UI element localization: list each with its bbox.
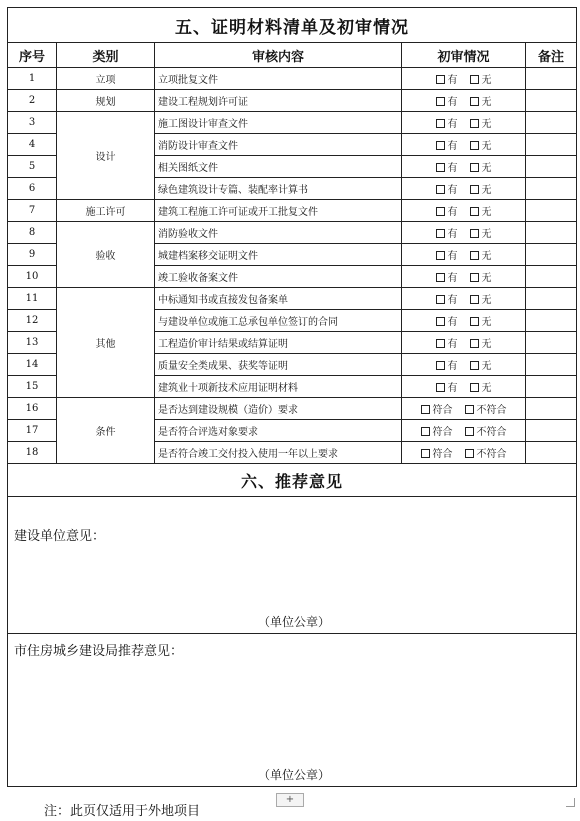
option-label: 无 xyxy=(481,75,492,86)
option-label: 无 xyxy=(481,295,492,306)
row-no: 3 xyxy=(8,112,57,134)
option-label: 无 xyxy=(481,383,492,394)
option-label: 无 xyxy=(481,317,492,328)
row-item: 是否符合竣工交付投入使用一年以上要求 xyxy=(155,442,402,464)
review-cell[interactable] xyxy=(402,266,526,288)
table-row xyxy=(8,398,577,420)
row-item: 消防验收文件 xyxy=(155,222,402,244)
row-item: 工程造价审计结果或结算证明 xyxy=(155,332,402,354)
option-label: 有 xyxy=(447,339,458,350)
row-item: 中标通知书或直接发包备案单 xyxy=(155,288,402,310)
option-label: 无 xyxy=(481,163,492,174)
remark-cell[interactable] xyxy=(526,244,577,266)
checkbox-icon[interactable] xyxy=(470,75,479,84)
remark-cell[interactable] xyxy=(526,288,577,310)
category-cell: 其他 xyxy=(57,288,155,398)
remark-cell[interactable] xyxy=(526,266,577,288)
checkbox-icon[interactable] xyxy=(436,163,445,172)
row-no: 13 xyxy=(8,332,57,354)
option-label: 无 xyxy=(481,339,492,350)
page-corner-mark xyxy=(566,798,575,807)
row-no: 2 xyxy=(8,90,57,112)
option-label: 符合 xyxy=(432,405,453,416)
row-item: 建筑工程施工许可证或开工批复文件 xyxy=(155,200,402,222)
checkbox-icon[interactable] xyxy=(470,163,479,172)
remark-cell[interactable] xyxy=(526,332,577,354)
row-item: 是否达到建设规模（造价）要求 xyxy=(155,398,402,420)
remark-cell[interactable] xyxy=(526,200,577,222)
bureau-opinion-label: 市住房城乡建设局推荐意见： xyxy=(14,644,184,659)
checkbox-icon[interactable] xyxy=(436,207,445,216)
remark-cell[interactable] xyxy=(526,376,577,398)
table-row xyxy=(8,90,577,112)
table-row xyxy=(8,68,577,90)
row-no: 15 xyxy=(8,376,57,398)
materials-table xyxy=(7,7,577,787)
row-no: 7 xyxy=(8,200,57,222)
option-label: 符合 xyxy=(432,427,453,438)
option-label: 有 xyxy=(447,251,458,262)
option-label: 无 xyxy=(481,273,492,284)
review-cell[interactable] xyxy=(402,288,526,310)
checkbox-icon[interactable] xyxy=(436,273,445,282)
row-no: 1 xyxy=(8,68,57,90)
option-label: 有 xyxy=(447,75,458,86)
row-item: 立项批复文件 xyxy=(155,68,402,90)
checkbox-icon[interactable] xyxy=(470,295,479,304)
row-no: 16 xyxy=(8,398,57,420)
checkbox-icon[interactable] xyxy=(470,185,479,194)
option-label: 无 xyxy=(481,141,492,152)
checkbox-icon[interactable] xyxy=(470,97,479,106)
option-label: 有 xyxy=(447,361,458,372)
option-label: 有 xyxy=(447,163,458,174)
review-cell[interactable] xyxy=(402,90,526,112)
seal-label: （单位公章） xyxy=(258,768,331,782)
table-row xyxy=(8,112,577,134)
review-cell[interactable] xyxy=(402,354,526,376)
remark-cell[interactable] xyxy=(526,68,577,90)
category-cell: 设计 xyxy=(57,112,155,200)
category-cell: 规划 xyxy=(57,90,155,112)
review-cell[interactable] xyxy=(402,376,526,398)
row-no: 18 xyxy=(8,442,57,464)
builder-opinion-label: 建设单位意见： xyxy=(14,529,106,544)
option-label: 有 xyxy=(447,317,458,328)
row-no: 12 xyxy=(8,310,57,332)
row-no: 17 xyxy=(8,420,57,442)
checkbox-icon[interactable] xyxy=(470,383,479,392)
header-category: 类别 xyxy=(57,43,155,68)
checkbox-icon[interactable] xyxy=(436,185,445,194)
row-item: 质量安全类成果、获奖等证明 xyxy=(155,354,402,376)
checkbox-icon[interactable] xyxy=(421,427,430,436)
row-item: 与建设单位或施工总承包单位签订的合同 xyxy=(155,310,402,332)
remark-cell[interactable] xyxy=(526,442,577,464)
remark-cell[interactable] xyxy=(526,112,577,134)
review-cell[interactable] xyxy=(402,68,526,90)
checkbox-icon[interactable] xyxy=(436,383,445,392)
review-cell[interactable] xyxy=(402,310,526,332)
checkbox-icon[interactable] xyxy=(436,361,445,370)
row-item: 消防设计审查文件 xyxy=(155,134,402,156)
header-review: 初审情况 xyxy=(402,43,526,68)
remark-cell[interactable] xyxy=(526,398,577,420)
review-cell[interactable] xyxy=(402,222,526,244)
checkbox-icon[interactable] xyxy=(436,119,445,128)
remark-cell[interactable] xyxy=(526,420,577,442)
option-label: 无 xyxy=(481,97,492,108)
checkbox-icon[interactable] xyxy=(470,339,479,348)
header-content: 审核内容 xyxy=(155,43,402,68)
row-item: 建筑业十项新技术应用证明材料 xyxy=(155,376,402,398)
footnote: 注：此页仅适用于外地项目 xyxy=(44,804,201,819)
checkbox-icon[interactable] xyxy=(470,251,479,260)
row-item: 施工图设计审查文件 xyxy=(155,112,402,134)
builder-opinion-box[interactable] xyxy=(8,497,577,634)
row-item: 是否符合评选对象要求 xyxy=(155,420,402,442)
checkbox-icon[interactable] xyxy=(470,119,479,128)
checkbox-icon[interactable] xyxy=(465,449,474,458)
row-no: 14 xyxy=(8,354,57,376)
option-label: 无 xyxy=(481,185,492,196)
row-no: 5 xyxy=(8,156,57,178)
option-label: 有 xyxy=(447,207,458,218)
checkbox-icon[interactable] xyxy=(436,339,445,348)
checkbox-icon[interactable] xyxy=(470,317,479,326)
table-row xyxy=(8,288,577,310)
option-label: 有 xyxy=(447,273,458,284)
header-no: 序号 xyxy=(8,43,57,68)
remark-cell[interactable] xyxy=(526,178,577,200)
category-cell: 验收 xyxy=(57,222,155,288)
row-item: 相关图纸文件 xyxy=(155,156,402,178)
table-row xyxy=(8,200,577,222)
row-no: 11 xyxy=(8,288,57,310)
row-item: 竣工验收备案文件 xyxy=(155,266,402,288)
checkbox-icon[interactable] xyxy=(470,361,479,370)
checkbox-icon[interactable] xyxy=(421,405,430,414)
option-label: 有 xyxy=(447,229,458,240)
checkbox-icon[interactable] xyxy=(436,251,445,260)
review-cell[interactable] xyxy=(402,398,526,420)
remark-cell[interactable] xyxy=(526,90,577,112)
checkbox-icon[interactable] xyxy=(436,141,445,150)
review-cell[interactable] xyxy=(402,178,526,200)
review-cell[interactable] xyxy=(402,156,526,178)
checkbox-icon[interactable] xyxy=(470,207,479,216)
row-no: 8 xyxy=(8,222,57,244)
seal-label: （单位公章） xyxy=(258,615,331,629)
checkbox-icon[interactable] xyxy=(436,75,445,84)
review-cell[interactable] xyxy=(402,112,526,134)
checkbox-icon[interactable] xyxy=(465,405,474,414)
option-label: 有 xyxy=(447,185,458,196)
option-label: 不符合 xyxy=(476,449,507,460)
option-label: 不符合 xyxy=(476,405,507,416)
category-cell: 条件 xyxy=(57,398,155,464)
review-cell[interactable] xyxy=(402,420,526,442)
checkbox-icon[interactable] xyxy=(436,295,445,304)
remark-cell[interactable] xyxy=(526,134,577,156)
option-label: 无 xyxy=(481,251,492,262)
checkbox-icon[interactable] xyxy=(470,229,479,238)
section5-title: 五、证明材料清单及初审情况 xyxy=(8,8,577,43)
category-cell: 立项 xyxy=(57,68,155,90)
option-label: 无 xyxy=(481,361,492,372)
add-row-button[interactable]: + xyxy=(276,793,304,807)
remark-cell[interactable] xyxy=(526,222,577,244)
remark-cell[interactable] xyxy=(526,310,577,332)
remark-cell[interactable] xyxy=(526,156,577,178)
checkbox-icon[interactable] xyxy=(436,229,445,238)
review-cell[interactable] xyxy=(402,134,526,156)
checkbox-icon[interactable] xyxy=(436,97,445,106)
review-cell[interactable] xyxy=(402,442,526,464)
checkbox-icon[interactable] xyxy=(470,141,479,150)
option-label: 无 xyxy=(481,229,492,240)
review-cell[interactable] xyxy=(402,200,526,222)
checkbox-icon[interactable] xyxy=(421,449,430,458)
review-cell[interactable] xyxy=(402,244,526,266)
option-label: 符合 xyxy=(432,449,453,460)
row-no: 9 xyxy=(8,244,57,266)
row-item: 绿色建筑设计专篇、装配率计算书 xyxy=(155,178,402,200)
option-label: 无 xyxy=(481,119,492,130)
checkbox-icon[interactable] xyxy=(470,273,479,282)
category-cell: 施工许可 xyxy=(57,200,155,222)
bureau-opinion-box[interactable] xyxy=(8,634,577,787)
option-label: 有 xyxy=(447,97,458,108)
remark-cell[interactable] xyxy=(526,354,577,376)
option-label: 不符合 xyxy=(476,427,507,438)
option-label: 有 xyxy=(447,295,458,306)
review-cell[interactable] xyxy=(402,332,526,354)
header-remark: 备注 xyxy=(526,43,577,68)
option-label: 有 xyxy=(447,119,458,130)
option-label: 有 xyxy=(447,141,458,152)
row-no: 10 xyxy=(8,266,57,288)
row-no: 6 xyxy=(8,178,57,200)
table-row xyxy=(8,222,577,244)
option-label: 有 xyxy=(447,383,458,394)
checkbox-icon[interactable] xyxy=(436,317,445,326)
checkbox-icon[interactable] xyxy=(465,427,474,436)
option-label: 无 xyxy=(481,207,492,218)
row-item: 城建档案移交证明文件 xyxy=(155,244,402,266)
row-no: 4 xyxy=(8,134,57,156)
section6-title: 六、推荐意见 xyxy=(8,464,577,497)
row-item: 建设工程规划许可证 xyxy=(155,90,402,112)
